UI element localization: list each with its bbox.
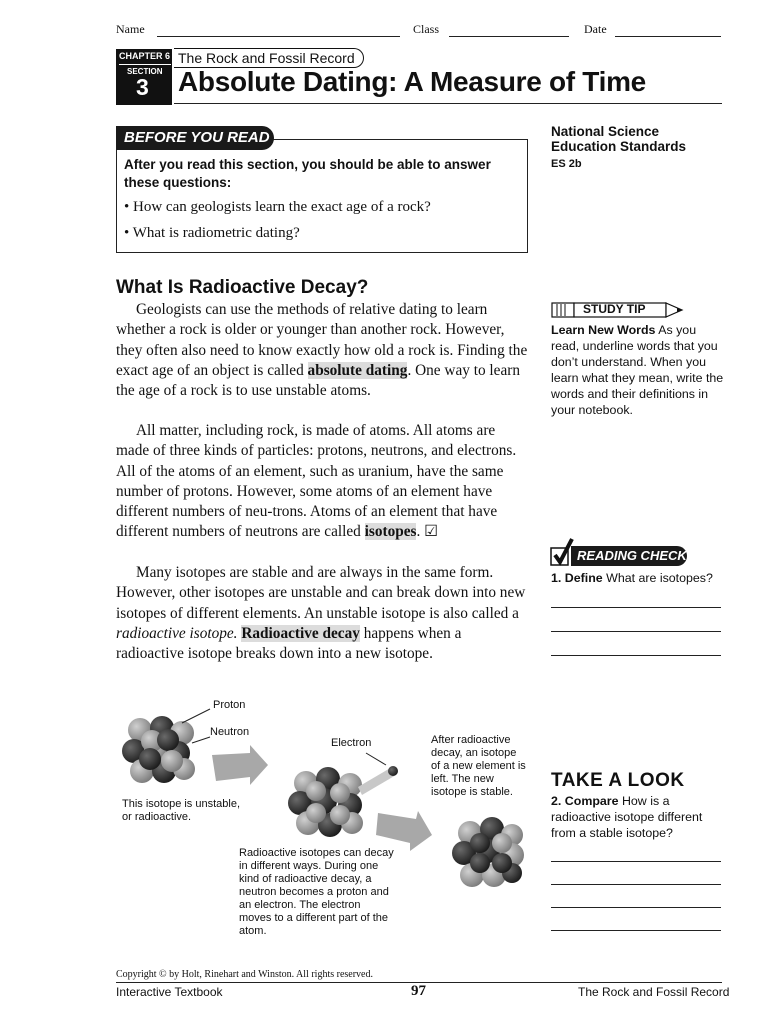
proton-pointer [182, 709, 210, 723]
standards-code: ES 2b [551, 158, 582, 170]
chapter-title: The Rock and Fossil Record [174, 48, 364, 68]
section-label: SECTION [127, 67, 163, 76]
date-field[interactable] [615, 36, 721, 37]
label-proton: Proton [213, 699, 246, 711]
study-tip-text: Learn New Words As you read, underline words that you don’t understand. When you learn what they mean, write the words and their definitions in your notebook. [551, 323, 724, 417]
class-field[interactable] [449, 36, 569, 37]
chapter-label: CHAPTER 6 [119, 51, 171, 61]
question-2: • What is radiometric dating? [124, 225, 300, 241]
electron-particle [388, 766, 398, 776]
answer-line[interactable] [551, 631, 721, 632]
arrow-icon [376, 811, 432, 851]
section-number: 3 [136, 74, 149, 100]
neutron-pointer [192, 737, 210, 743]
before-you-read-tab: BEFORE YOU READ [116, 126, 274, 150]
term-isotopes: isotopes [364, 523, 417, 541]
footer-book-title: Interactive Textbook [116, 985, 223, 999]
section-heading: What Is Radioactive Decay? [116, 277, 369, 298]
standards-heading: National Science Education Standards [551, 124, 687, 154]
take-a-look-question: 2. Compare How is a radioactive isotope different from a stable isotope? [551, 794, 703, 840]
label-neutron: Neutron [210, 726, 250, 738]
answer-line[interactable] [551, 655, 721, 656]
term-absolute-dating: absolute dating [307, 361, 408, 379]
question-1: • How can geologists learn the exact age of a rock? [124, 199, 431, 215]
page-number: 97 [411, 983, 426, 999]
study-tip-label: STUDY TIP [583, 302, 646, 316]
caption-after: After radioactive decay, an isotope of a new element is left. The new isotope is stable. [431, 734, 526, 798]
answer-line[interactable] [551, 607, 721, 608]
arrow-icon [212, 745, 268, 785]
reading-check-question: 1. Define What are isotopes? [551, 571, 713, 585]
caption-decay: Radioactive isotopes can decay in different ways. During one kind of radioactive decay, a neutron becomes a proton and an electron. The electron moves to a different part of the atom. [239, 847, 394, 937]
name-field[interactable] [157, 36, 400, 37]
electron-pointer [366, 753, 386, 765]
name-label: Name [116, 22, 145, 36]
term-radioactive-decay: Radioactive decay [241, 624, 360, 642]
answer-line[interactable] [551, 884, 721, 885]
stable-nucleus [452, 817, 524, 887]
page-title: Absolute Dating: A Measure of Time [178, 66, 646, 97]
footer-chapter-title: The Rock and Fossil Record [578, 985, 730, 999]
unstable-nucleus [122, 716, 195, 783]
label-electron: Electron [331, 737, 372, 749]
date-label: Date [584, 22, 607, 36]
decaying-nucleus [288, 767, 363, 837]
answer-line[interactable] [551, 930, 721, 931]
answer-line[interactable] [551, 907, 721, 908]
reading-check-tab: READING CHECK [571, 546, 687, 566]
copyright: Copyright © by Holt, Rinehart and Winston. All rights reserved. [116, 969, 373, 980]
badge-divider [119, 64, 171, 65]
paragraph-2: All matter, including rock, is made of atoms. All atoms are made of three kinds of particles: protons, neutrons, and electrons. All of the atoms of an element, such as uranium, have the same number of protons. However, some atoms of an element have different numbers of neu-trons. Atoms of an element that have different numbers of neutrons are called isotopes. ☑ [116, 422, 517, 541]
class-label: Class [413, 22, 440, 36]
paragraph-1: Geologists can use the methods of relative dating to learn whether a rock is older or younger than another rock. However, they often also need to know exactly how old a rock is. Finding the exact age of an object is called absolute dating. One way to learn the age of a rock is to use unstable atoms. [116, 301, 528, 400]
paragraph-3: Many isotopes are stable and are always in the same form. However, other isotopes are unstable and can break down into new isotopes of different elements. An unstable isotope is also called a radioactive isotope. Radioactive decay happens when a radioactive isotope breaks down into a new isotope. [116, 564, 526, 663]
caption-unstable: This isotope is unstable, or radioactive. [122, 798, 241, 823]
before-you-read-intro: After you read this section, you should be able to answer these questions: [124, 157, 491, 190]
answer-line[interactable] [551, 861, 721, 862]
take-a-look-heading: TAKE A LOOK [551, 770, 685, 791]
title-rule [174, 103, 722, 104]
